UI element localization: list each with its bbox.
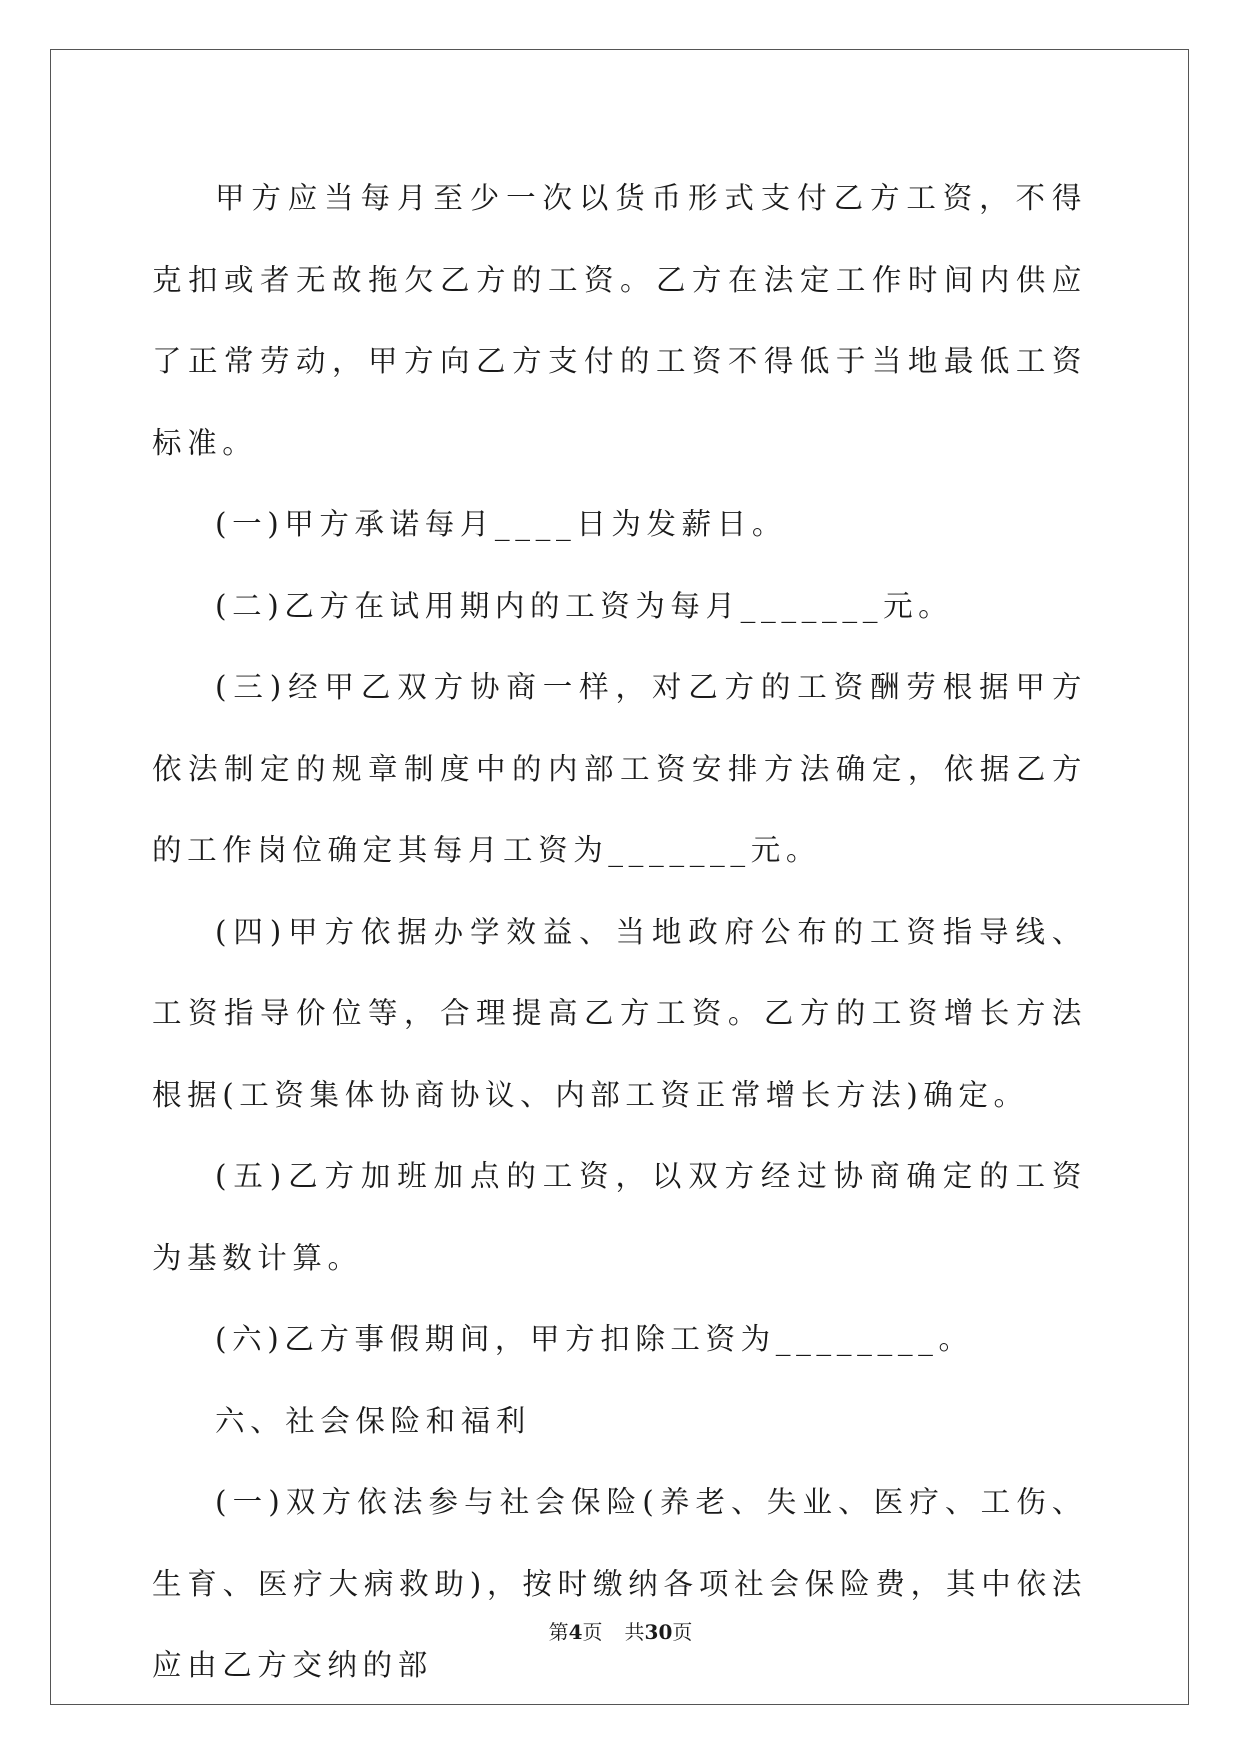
paragraph-social-insurance: (一)双方依法参与社会保险(养老、失业、医疗、工伤、生育、医疗大病救助)，按时缴纳各项社会保险费，其中依法应由乙方交纳的部 [152, 1485, 1087, 1682]
paragraph-wage-payment: 甲方应当每月至少一次以货币形式支付乙方工资，不得克扣或者无故拖欠乙方的工资。乙方在法定工作时间内供应了正常劳动，甲方向乙方支付的工资不得低于当地最低工资标准。 [152, 181, 1087, 460]
total-prefix: 共 [624, 1620, 645, 1644]
page-prefix: 第 [548, 1620, 569, 1644]
paragraph-payday: (一)甲方承诺每月____日为发薪日。 [215, 507, 787, 541]
total-suffix: 页 [672, 1620, 693, 1644]
paragraph-probation-wage: (二)乙方在试用期内的工资为每月_______元。 [215, 588, 954, 623]
page-footer [0, 1620, 1241, 1644]
page-suffix: 页 [582, 1620, 603, 1644]
paragraph-monthly-wage: (三)经甲乙双方协商一样，对乙方的工资酬劳根据甲方依法制定的规章制度中的内部工资安排方法确定，依据乙方的工作岗位确定其每月工资为_______元。 [152, 670, 1087, 867]
page-current: 4 [568, 1620, 583, 1644]
paragraph-leave-deduction: (六)乙方事假期间，甲方扣除工资为________。 [215, 1322, 974, 1356]
paragraph-overtime-wage: (五)乙方加班加点的工资，以双方经过协商确定的工资为基数计算。 [152, 1159, 1087, 1275]
page-total: 30 [644, 1620, 673, 1644]
section-heading-social-insurance: 六、社会保险和福利 [215, 1403, 531, 1438]
document-body [152, 158, 1087, 1707]
paragraph-wage-increase: (四)甲方依据办学效益、当地政府公布的工资指导线、工资指导价位等，合理提高乙方工资。乙方的工资增长方法根据(工资集体协商协议、内部工资正常增长方法)确定。 [152, 914, 1087, 1112]
